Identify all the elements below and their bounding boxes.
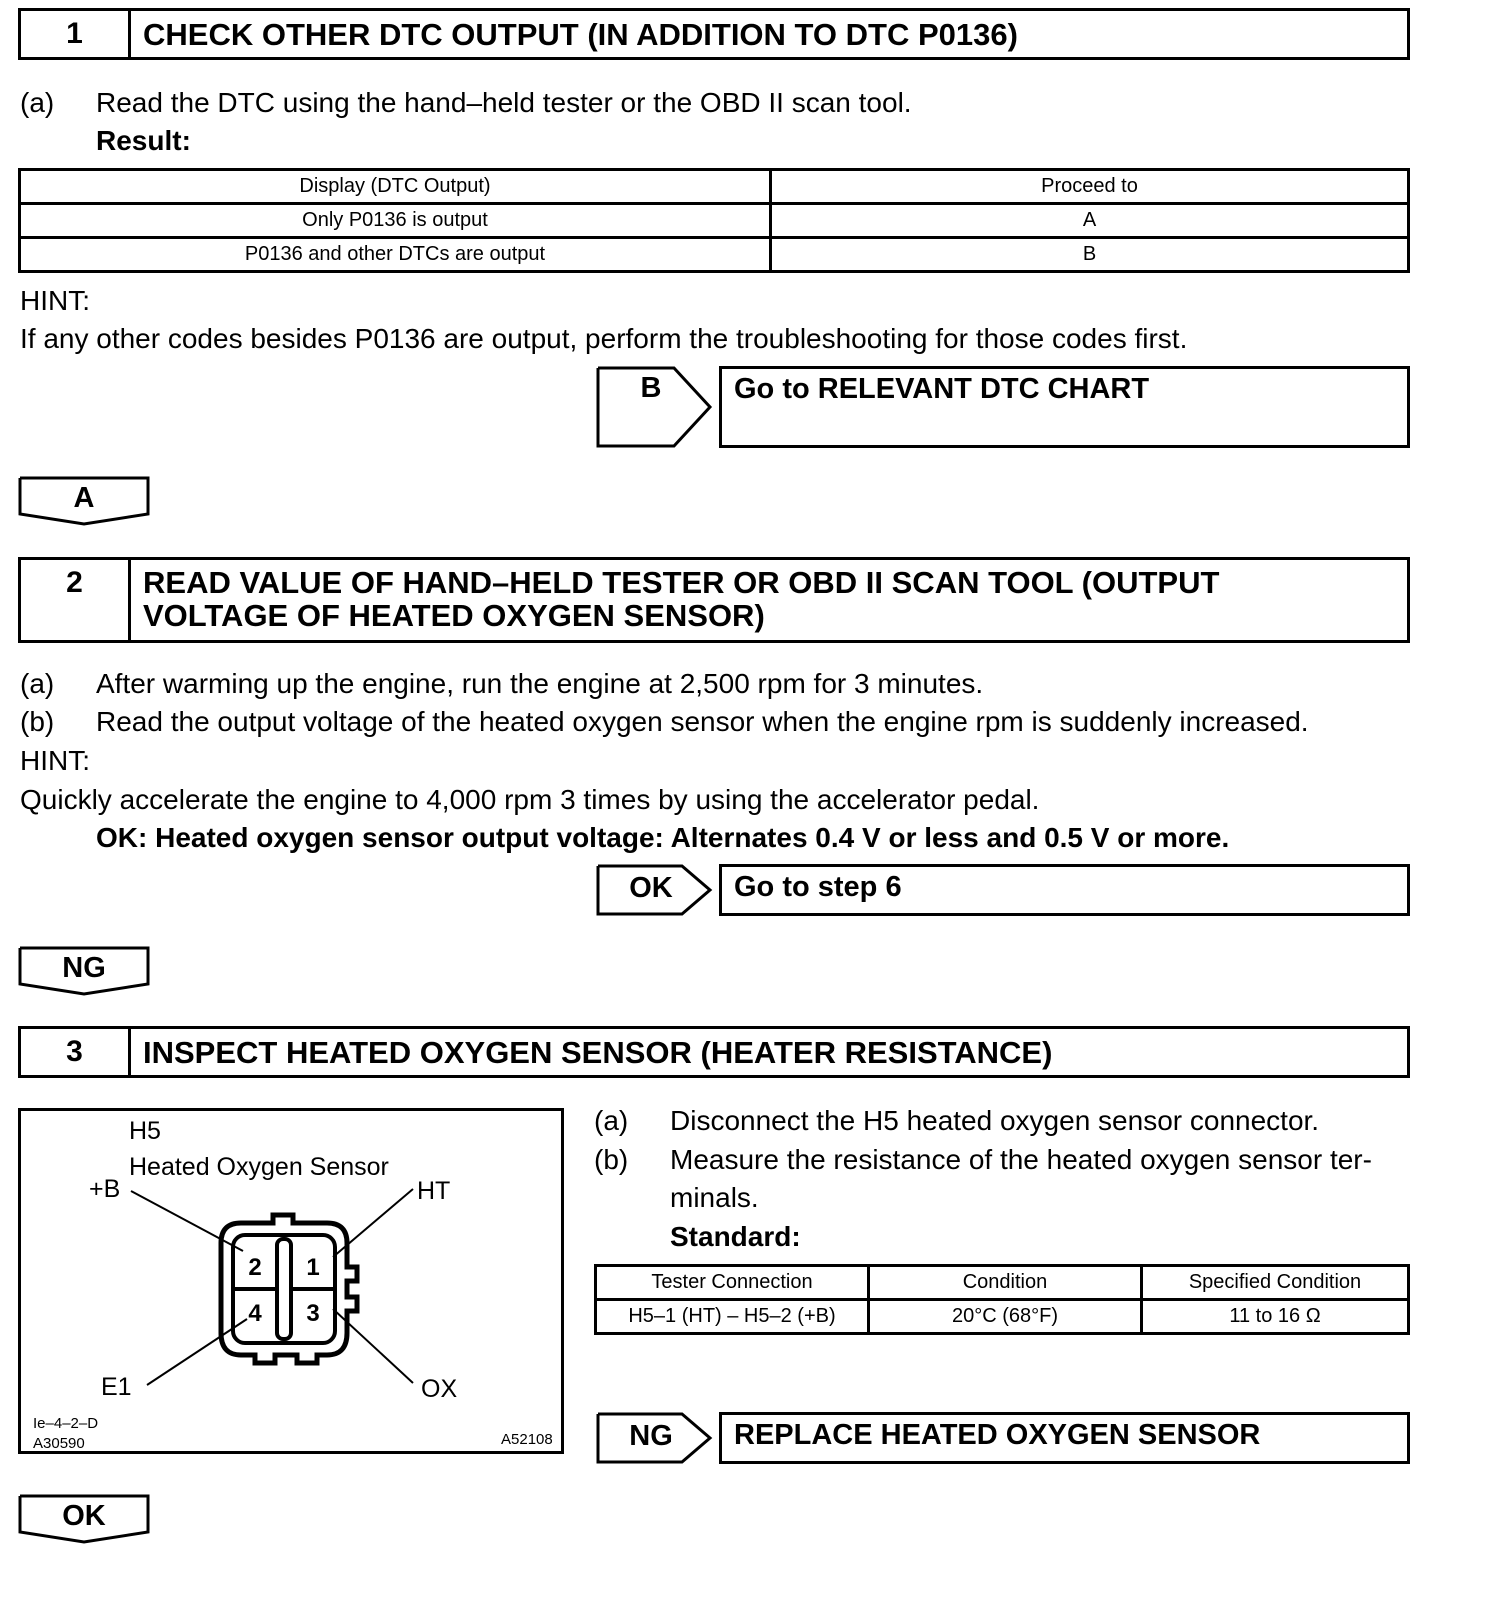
table-header-cell: Tester Connection <box>596 1266 869 1300</box>
pin-number: 4 <box>248 1300 262 1327</box>
pin-label-ox: OX <box>421 1375 458 1403</box>
table-row <box>20 204 1409 238</box>
continue-label: NG <box>62 952 106 984</box>
table-cell: P0136 and other DTCs are output <box>20 238 771 272</box>
figure-code: A52108 <box>501 1431 553 1448</box>
hint-text: If any other codes besides P0136 are output, perform the troubleshooting for those codes first. <box>20 323 1188 354</box>
step-title: INSPECT HEATED OXYGEN SENSOR (HEATER RESISTANCE) <box>143 1035 1053 1070</box>
table-cell: A <box>771 204 1409 238</box>
pin-number: 2 <box>248 1254 262 1281</box>
continue-tab-ok[interactable] <box>18 1494 152 1546</box>
step-number: 1 <box>21 11 131 57</box>
branch-destination[interactable]: REPLACE HEATED OXYGEN SENSOR <box>719 1412 1410 1464</box>
step-number: 3 <box>21 1029 131 1075</box>
item-text: minals. <box>670 1182 759 1213</box>
continue-tab-ng[interactable] <box>18 946 152 998</box>
step-number: 2 <box>21 560 131 640</box>
ok-criteria: OK: Heated oxygen sensor output voltage: Alternates 0.4 V or less and 0.5 V or more. <box>96 822 1230 853</box>
step-title: CHECK OTHER DTC OUTPUT (IN ADDITION TO DTC P0136) <box>143 17 1018 52</box>
figure-code: Ie–4–2–D <box>33 1415 99 1432</box>
leader-line <box>131 1191 243 1251</box>
item-label: (b) <box>20 706 55 737</box>
table-row <box>596 1300 1409 1334</box>
sensor-name: Heated Oxygen Sensor <box>129 1153 389 1181</box>
branch-label: B <box>640 372 662 404</box>
table-row <box>20 238 1409 272</box>
branch-arrow-ok[interactable] <box>596 864 716 916</box>
step-3-header <box>18 1026 1410 1078</box>
item-text: After warming up the engine, run the engine at 2,500 rpm for 3 minutes. <box>96 668 984 699</box>
table-cell: H5–1 (HT) – H5–2 (+B) <box>596 1300 869 1334</box>
pin-label-plus-b: +B <box>89 1175 121 1203</box>
pin-label-e1: E1 <box>101 1373 132 1401</box>
step-1-header <box>18 8 1410 60</box>
pin-label-ht: HT <box>417 1177 451 1205</box>
table-cell: Only P0136 is output <box>20 204 771 238</box>
table-cell: 11 to 16 Ω <box>1142 1300 1409 1334</box>
item-label: (b) <box>594 1144 629 1175</box>
continue-label: A <box>73 482 95 514</box>
table-cell: 20°C (68°F) <box>869 1300 1142 1334</box>
step-title-line-2: VOLTAGE OF HEATED OXYGEN SENSOR) <box>143 598 765 633</box>
step-title-line-1: READ VALUE OF HAND–HELD TESTER OR OBD II SCAN TOOL (OUTPUT <box>143 565 1220 600</box>
standard-table <box>594 1264 1410 1335</box>
branch-label: OK <box>629 872 673 904</box>
result-label: Result: <box>96 125 191 156</box>
continue-label: OK <box>62 1500 106 1532</box>
item-label: (a) <box>20 87 55 118</box>
latch-icon <box>277 1239 291 1339</box>
step-2-header <box>18 557 1410 643</box>
branch-arrow-b[interactable] <box>596 366 716 448</box>
table-header-cell: Condition <box>869 1266 1142 1300</box>
hint-label: HINT: <box>20 285 90 316</box>
table-header-cell: Specified Condition <box>1142 1266 1409 1300</box>
connector-id: H5 <box>129 1117 161 1145</box>
pin-number: 3 <box>306 1300 320 1327</box>
connector-diagram <box>18 1108 564 1454</box>
result-table <box>18 168 1410 273</box>
branch-destination[interactable]: Go to step 6 <box>719 864 1410 916</box>
standard-label: Standard: <box>670 1221 801 1252</box>
table-cell: B <box>771 238 1409 272</box>
hint-text: Quickly accelerate the engine to 4,000 rpm 3 times by using the accelerator pedal. <box>20 784 1040 815</box>
item-text: Read the output voltage of the heated oxygen sensor when the engine rpm is suddenly increased. <box>96 706 1309 737</box>
connector-drawing <box>21 1111 561 1451</box>
figure-code: A30590 <box>33 1435 85 1452</box>
item-text: Read the DTC using the hand–held tester or the OBD II scan tool. <box>96 87 912 118</box>
branch-label: NG <box>629 1420 673 1452</box>
table-header-cell: Proceed to <box>771 170 1409 204</box>
continue-tab-a[interactable] <box>18 476 152 528</box>
branch-arrow-ng[interactable] <box>596 1412 716 1464</box>
item-label: (a) <box>20 668 55 699</box>
table-header-cell: Display (DTC Output) <box>20 170 771 204</box>
pin-number: 1 <box>306 1254 320 1281</box>
table-header-row <box>596 1266 1409 1300</box>
table-header-row <box>20 170 1409 204</box>
item-text: Disconnect the H5 heated oxygen sensor connector. <box>670 1105 1320 1136</box>
branch-destination[interactable]: Go to RELEVANT DTC CHART <box>719 366 1410 448</box>
hint-label: HINT: <box>20 745 90 776</box>
item-text: Measure the resistance of the heated oxygen sensor ter- <box>670 1144 1372 1175</box>
item-label: (a) <box>594 1105 629 1136</box>
